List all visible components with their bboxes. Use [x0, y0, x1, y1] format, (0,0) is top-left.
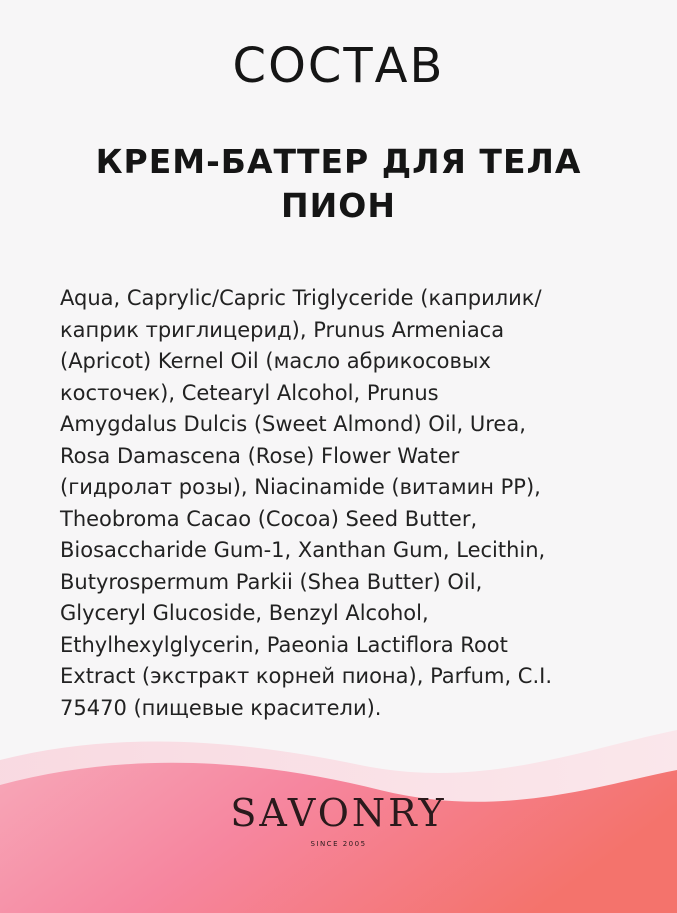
brand-name: SAVONRY — [230, 791, 447, 835]
page-title: СОСТАВ — [232, 38, 445, 94]
product-name-line-2: ПИОН — [281, 186, 396, 225]
product-name — [0, 140, 677, 228]
brand-tagline: SINCE 2005 — [310, 840, 367, 848]
brand-logo — [0, 790, 677, 848]
ingredients-list: Aqua, Caprylic/Capric Triglyceride (каприлик/ каприк триглицерид), Prunus Armeniaca (Apricot) Kernel Oil (масло абрикосовых косточек), Cetearyl Alcohol, Prunus Amygdalus Dulcis (Sweet Almond) Oil, Urea, Rosa Damascena (Rose) Flower Water (гидролат розы), Niacinamide (витамин PP), Theobroma Cacao (Cocoa) Seed Butter, Biosaccharide Gum-1, Xanthan Gum, Lecithin, Butyrospermum Parkii (Shea Butter) Oil, Glyceryl Glucoside, Benzyl Alcohol, Ethylhexylglycerin, Paeonia Lactiflora Root Extract (экстракт корней пиона), Parfum, C.I. 75470 (пищевые красители). — [60, 286, 553, 720]
product-name-line-1: КРЕМ-БАТТЕР ДЛЯ ТЕЛА — [95, 142, 582, 181]
